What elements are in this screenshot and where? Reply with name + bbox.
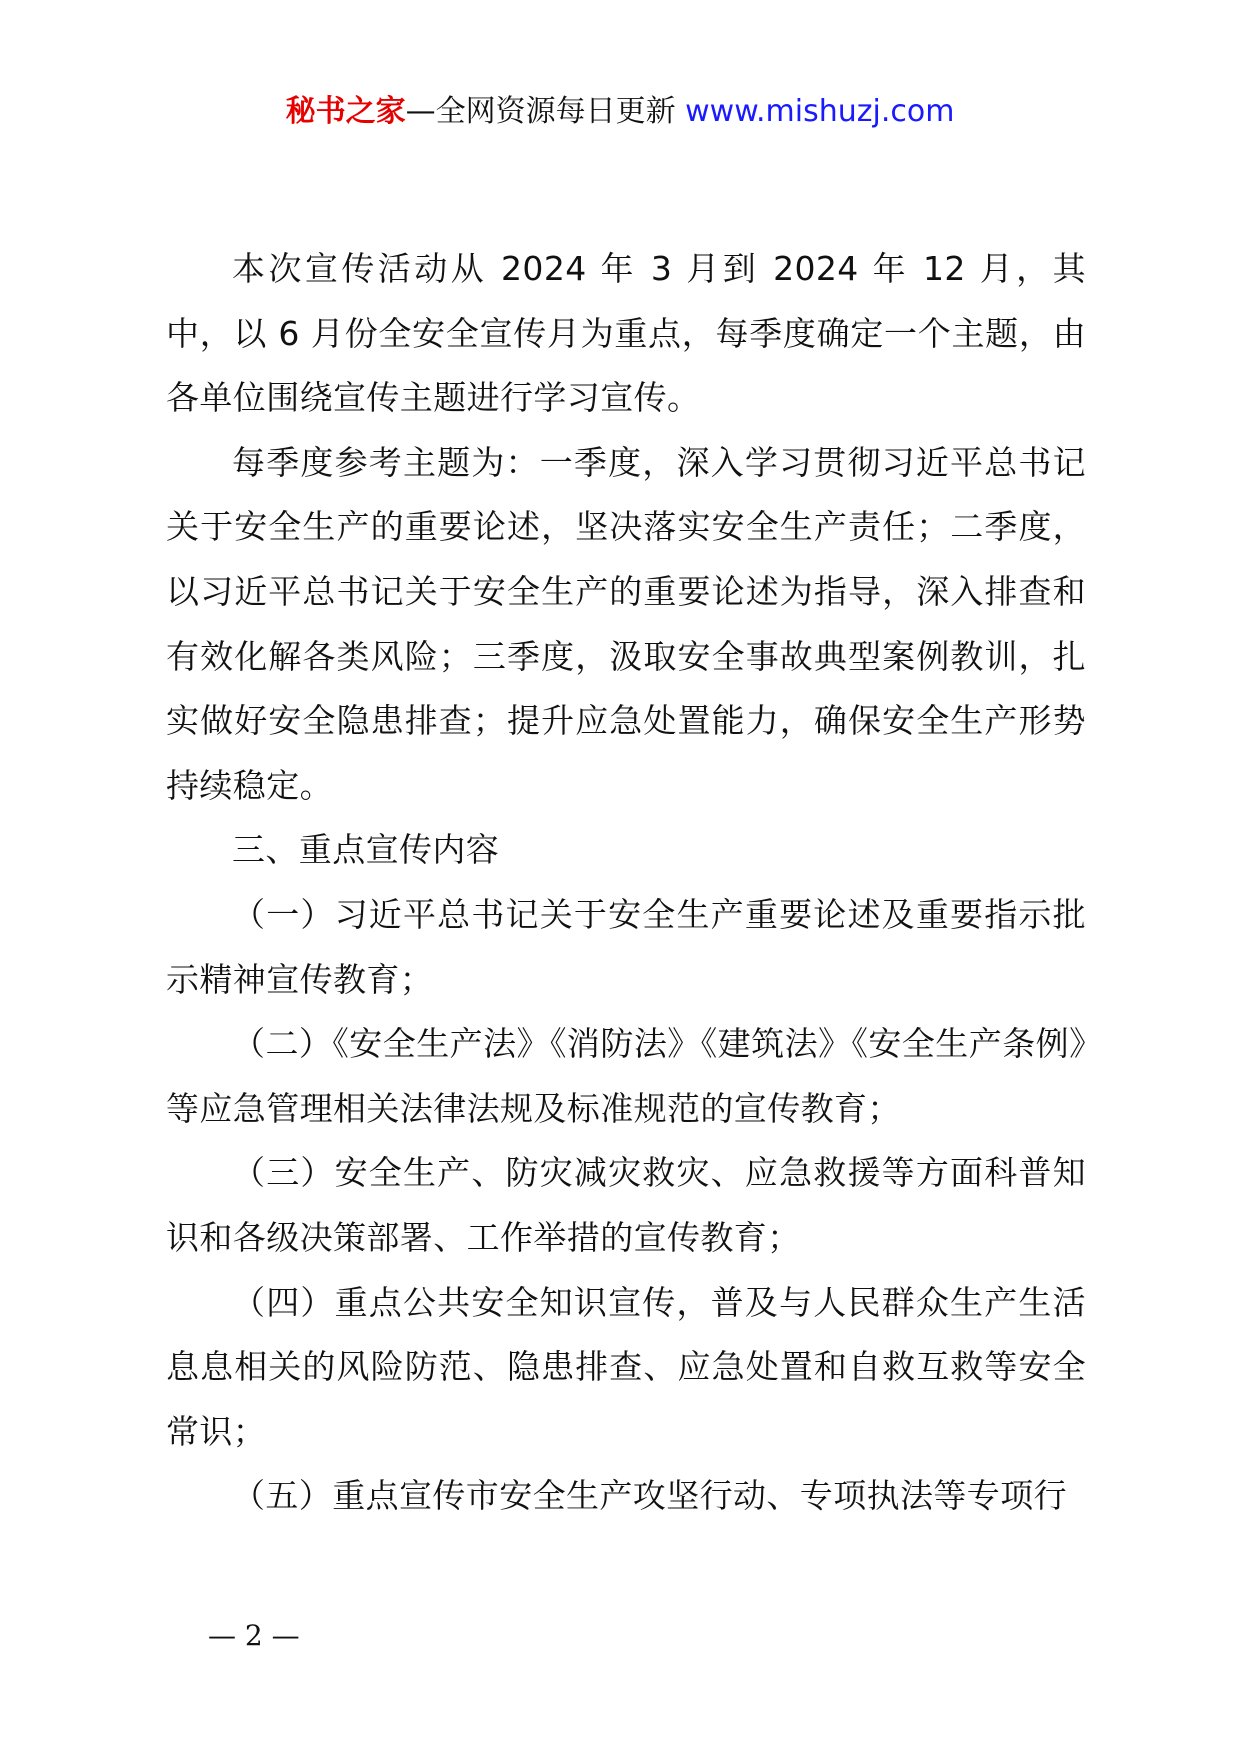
document-body [166, 237, 1086, 1529]
list-item-1: （一）习近平总书记关于安全生产重要论述及重要指示批示精神宣传教育； [166, 894, 1086, 999]
list-item-5: （五）重点宣传市安全生产攻坚行动、专项执法等专项行 [232, 1476, 1067, 1516]
list-item-4: （四）重点公共安全知识宣传，普及与人民群众生产生活息息相关的风险防范、隐患排查、应急处置和自救互救等安全常识； [166, 1282, 1086, 1451]
paragraph-activity-period: 本次宣传活动从 2024 年 3 月到 2024 年 12 月，其中，以 6 月份全安全宣传月为重点，每季度确定一个主题，由各单位围绕宣传主题进行学习宣传。 [166, 249, 1086, 418]
site-banner [0, 92, 1240, 132]
section-heading-key-content: 三、重点宣传内容 [232, 830, 500, 870]
paragraph-quarterly-themes: 每季度参考主题为：一季度，深入学习贯彻习近平总书记关于安全生产的重要论述，坚决落实安全生产责任；二季度，以习近平总书记关于安全生产的重要论述为指导，深入排查和有效化解各类风险；三季度，汲取安全事故典型案例教训，扎实做好安全隐患排查；提升应急处置能力，确保安全生产形势持续稳定。 [166, 442, 1086, 805]
website-link[interactable]: www.mishuzj.com [685, 94, 955, 129]
list-item-3: （三）安全生产、防灾减灾救灾、应急救援等方面科普知识和各级决策部署、工作举措的宣传教育； [166, 1153, 1086, 1257]
page-number: — 2 — [208, 1619, 300, 1652]
brand-name: 秘书之家 [285, 94, 406, 129]
banner-tagline: —全网资源每日更新 [405, 94, 686, 129]
list-item-2: （二）《安全生产法》《消防法》《建筑法》《安全生产条例》等应急管理相关法律法规及标准规范的宣传教育； [166, 1024, 1086, 1128]
